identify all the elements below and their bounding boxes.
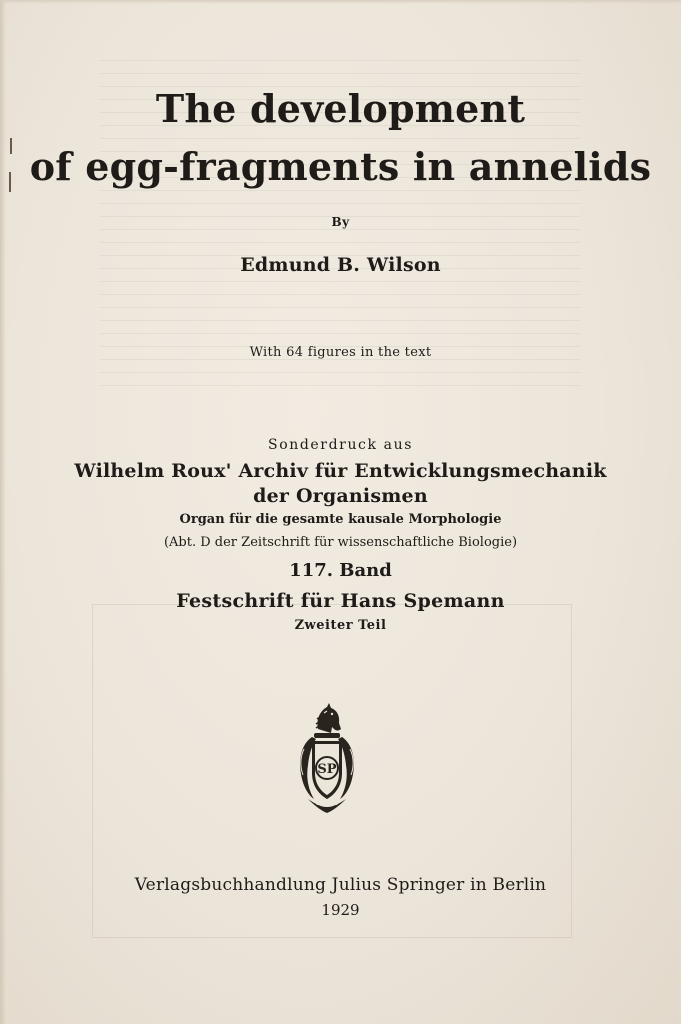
- logo-monogram: SP: [317, 762, 337, 777]
- journal-title-line-1: Wilhelm Roux' Archiv für Entwicklungsmechanik: [74, 460, 607, 482]
- part-label: Zweiter Teil: [294, 618, 387, 633]
- offprint-label: Sonderdruck aus: [268, 437, 413, 453]
- title-line-1: The development: [155, 86, 526, 131]
- publisher-line: Verlagsbuchhandlung Julius Springer in Berlin: [134, 875, 547, 895]
- byline-label: By: [331, 215, 350, 229]
- author-name: Edmund B. Wilson: [240, 254, 441, 276]
- springer-knight-emblem-icon: [294, 703, 360, 815]
- title-line-2: of egg-fragments in annelids: [29, 144, 652, 189]
- journal-title-line-2: der Organismen: [253, 485, 428, 507]
- volume-number: 117. Band: [289, 560, 392, 581]
- page-top-shadow: [0, 0, 681, 4]
- festschrift-title: Festschrift für Hans Spemann: [176, 590, 505, 612]
- publication-year: 1929: [321, 901, 360, 919]
- figures-note: With 64 figures in the text: [249, 345, 432, 360]
- journal-subtitle: Organ für die gesamte kausale Morphologie: [179, 512, 502, 527]
- journal-section: (Abt. D der Zeitschrift für wissenschaftliche Biologie): [163, 535, 518, 550]
